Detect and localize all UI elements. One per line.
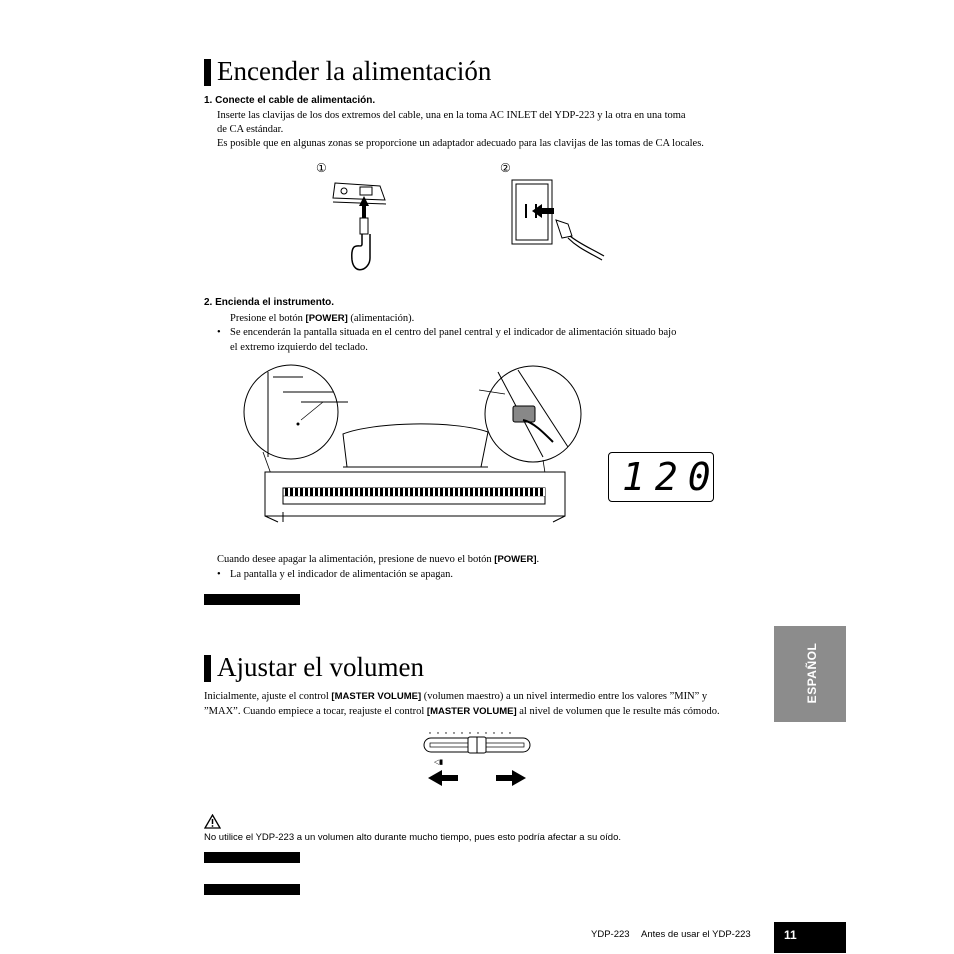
redaction-bar: [204, 884, 300, 895]
language-tab-label: ESPAÑOL: [805, 642, 819, 704]
volume-text-1-post: (volumen maestro) a un nivel intermedio entre los valores ”MIN” y: [421, 691, 708, 702]
svg-text:◁▮: ◁▮: [434, 758, 444, 766]
volume-text-1: [204, 689, 707, 705]
step1-heading: 1. Conecte el cable de alimentación.: [204, 95, 376, 106]
language-tab: [774, 626, 846, 722]
section-title-volume: Ajustar el volumen: [217, 652, 424, 682]
step2-text-post: (alimentación).: [347, 313, 415, 324]
step2-text-pre: Presione el botón: [230, 313, 306, 324]
power-off-bullet-text: La pantalla y el indicador de alimentación se apagan.: [230, 569, 454, 580]
power-off-pre: Cuando desee apagar la alimentación, presione de nuevo el botón: [217, 554, 495, 565]
volume-text-1-pre: Inicialmente, ajuste el control: [204, 691, 332, 702]
section-title-power: Encender la alimentación: [217, 56, 492, 86]
footer-text: Antes de usar el YDP-223: [641, 929, 751, 940]
step2-heading: 2. Encienda el instrumento.: [204, 297, 335, 308]
ac-inlet-illustration: [330, 178, 390, 278]
power-off-text: [217, 552, 539, 568]
step2-bullet-mark: •: [217, 327, 221, 338]
piano-illustration: [243, 362, 583, 527]
led-display-value: 120: [622, 455, 721, 499]
heading-bar: [204, 655, 211, 682]
piano-black-keys: [285, 488, 545, 496]
volume-text-2-post: al nivel de volumen que le resulte más cómodo.: [516, 706, 720, 717]
heading-bar: [204, 59, 211, 86]
power-label: [POWER]: [305, 313, 348, 324]
power-off-bullet-mark: •: [217, 569, 221, 580]
volume-text-2: [204, 704, 720, 720]
volume-slider-illustration: [420, 726, 535, 792]
master-volume-label: [MASTER VOLUME]: [331, 691, 422, 702]
page-number-box: [774, 922, 846, 953]
volume-text-2-pre: ”MAX”. Cuando empiece a tocar, reajuste el control: [204, 706, 427, 717]
warning-text: No utilice el YDP-223 a un volumen alto durante mucho tiempo, pues esto podría afectar a su oído.: [204, 832, 622, 843]
step2-bullet-text-1: Se encenderán la pantalla situada en el centro del panel central y el indicador de alimentación situado bajo: [230, 327, 677, 338]
figure-label-2: ②: [500, 161, 511, 175]
figure-label-1: ①: [316, 161, 327, 175]
power-label-2: [POWER]: [494, 554, 537, 565]
step1-text-3: Es posible que en algunas zonas se proporcione un adaptador adecuado para las clavijas de las tomas de CA locales.: [217, 138, 704, 149]
redaction-bar: [204, 594, 300, 605]
page-number: 11: [784, 928, 797, 942]
step2-bullet-text-2: el extremo izquierdo del teclado.: [230, 342, 368, 353]
wall-outlet-illustration: [510, 178, 610, 268]
power-off-post: .: [536, 554, 540, 565]
step1-text-1: Inserte las clavijas de los dos extremos del cable, una en la toma AC INLET del YDP-223 y la otra en una toma: [217, 110, 686, 121]
master-volume-label-2: [MASTER VOLUME]: [426, 706, 517, 717]
redaction-bar: [204, 852, 300, 863]
footer-model: YDP-223: [591, 929, 630, 940]
step1-text-2: de CA estándar.: [217, 124, 284, 135]
warning-icon: [204, 814, 221, 829]
